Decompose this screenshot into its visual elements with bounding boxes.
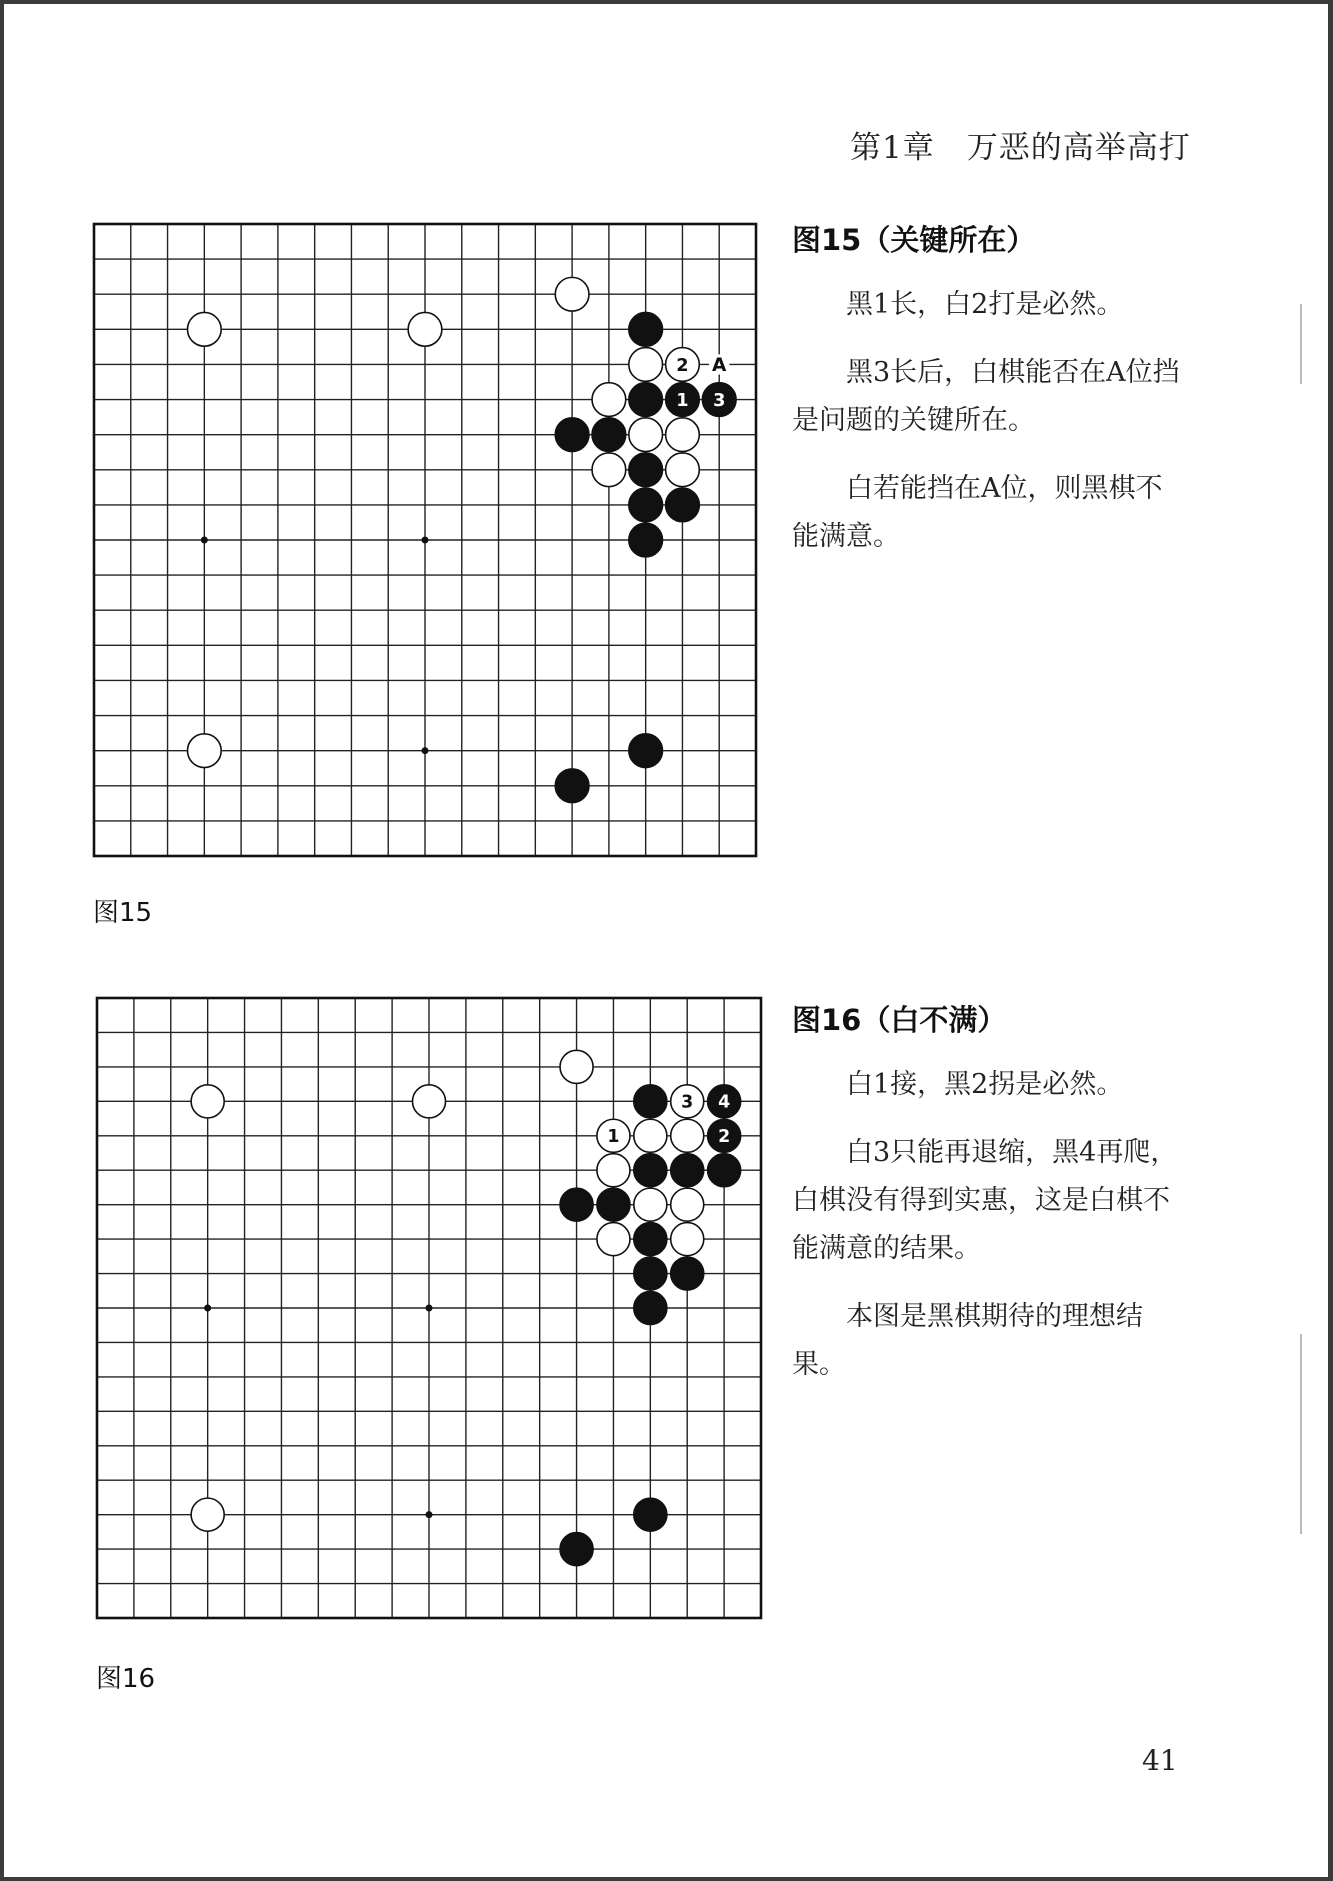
star-point xyxy=(204,1305,211,1312)
figure-16-paragraph: 本图是黑棋期待的理想结果。 xyxy=(792,1301,1143,1380)
figure-16-paragraph: 白1接，黑2拐是必然。 xyxy=(846,1069,1124,1100)
black-stone xyxy=(634,1223,667,1256)
point-mark: A xyxy=(712,355,727,377)
star-point xyxy=(426,1305,433,1312)
black-stone xyxy=(708,1085,741,1118)
black-stone xyxy=(634,1085,667,1118)
white-stone xyxy=(191,1085,224,1118)
white-stone xyxy=(671,1119,704,1152)
move-number: 3 xyxy=(713,390,726,411)
white-stone xyxy=(671,1188,704,1221)
white-stone xyxy=(597,1119,630,1152)
black-stone xyxy=(560,1533,593,1566)
black-stone xyxy=(597,1188,630,1221)
star-point xyxy=(201,537,208,544)
black-stone xyxy=(671,1154,704,1187)
figure-15-paragraph: 白若能挡在A位，则黑棋不能满意。 xyxy=(792,473,1163,552)
white-stone xyxy=(666,418,700,452)
page-edge-mark xyxy=(1300,1334,1302,1534)
move-number: 1 xyxy=(676,390,689,411)
black-stone xyxy=(555,769,589,803)
chapter-header: 第1章 万恶的高举高打 xyxy=(850,130,1191,166)
white-stone xyxy=(629,348,663,382)
black-stone xyxy=(634,1154,667,1187)
white-stone xyxy=(671,1223,704,1256)
figure-15-commentary xyxy=(792,218,1182,581)
white-stone xyxy=(634,1119,667,1152)
white-stone xyxy=(187,312,221,346)
black-stone xyxy=(629,734,663,768)
page-edge-mark xyxy=(1300,304,1302,384)
black-stone xyxy=(634,1257,667,1290)
book-page xyxy=(4,4,1328,1877)
white-stone xyxy=(408,312,442,346)
move-number: 3 xyxy=(681,1092,694,1113)
star-point xyxy=(426,1511,433,1518)
black-stone xyxy=(629,312,663,346)
white-stone xyxy=(555,277,589,311)
white-stone xyxy=(412,1085,445,1118)
figure-15-paragraph: 黑3长后，白棋能否在A位挡是问题的关键所在。 xyxy=(792,357,1180,436)
white-stone xyxy=(592,453,626,487)
white-stone xyxy=(666,348,700,382)
go-board-figure-16 xyxy=(95,996,763,1620)
page-number: 41 xyxy=(1142,1744,1178,1777)
black-stone xyxy=(708,1119,741,1152)
black-stone xyxy=(629,383,663,417)
black-stone xyxy=(666,383,700,417)
black-stone xyxy=(702,383,736,417)
white-stone xyxy=(560,1050,593,1083)
move-number: 2 xyxy=(718,1127,731,1148)
black-stone xyxy=(592,418,626,452)
move-number: 1 xyxy=(607,1127,620,1148)
go-board-figure-15 xyxy=(92,222,758,858)
white-stone xyxy=(634,1188,667,1221)
white-stone xyxy=(597,1154,630,1187)
black-stone xyxy=(629,453,663,487)
black-stone xyxy=(629,523,663,557)
figure-15-title: 图15（关键所在） xyxy=(792,223,1036,257)
white-stone xyxy=(592,383,626,417)
black-stone xyxy=(666,488,700,522)
figure-16-commentary xyxy=(792,998,1182,1409)
star-point xyxy=(422,537,429,544)
white-stone xyxy=(671,1085,704,1118)
figure-16-paragraph: 白3只能再退缩，黑4再爬，白棋没有得到实惠，这是白棋不能满意的结果。 xyxy=(792,1137,1178,1264)
black-stone xyxy=(634,1498,667,1531)
black-stone xyxy=(634,1291,667,1324)
figure-15-paragraph: 黑1长，白2打是必然。 xyxy=(846,289,1124,320)
move-number: 4 xyxy=(718,1092,731,1113)
black-stone xyxy=(555,418,589,452)
white-stone xyxy=(629,418,663,452)
black-stone xyxy=(629,488,663,522)
figure-16-title: 图16（白不满） xyxy=(792,1003,1007,1037)
white-stone xyxy=(666,453,700,487)
move-number: 2 xyxy=(676,355,689,376)
figure-16-caption: 图16 xyxy=(96,1664,156,1694)
white-stone xyxy=(597,1223,630,1256)
black-stone xyxy=(671,1257,704,1290)
star-point xyxy=(422,747,429,754)
white-stone xyxy=(187,734,221,768)
white-stone xyxy=(191,1498,224,1531)
black-stone xyxy=(560,1188,593,1221)
figure-15-caption: 图15 xyxy=(93,898,153,928)
black-stone xyxy=(708,1154,741,1187)
